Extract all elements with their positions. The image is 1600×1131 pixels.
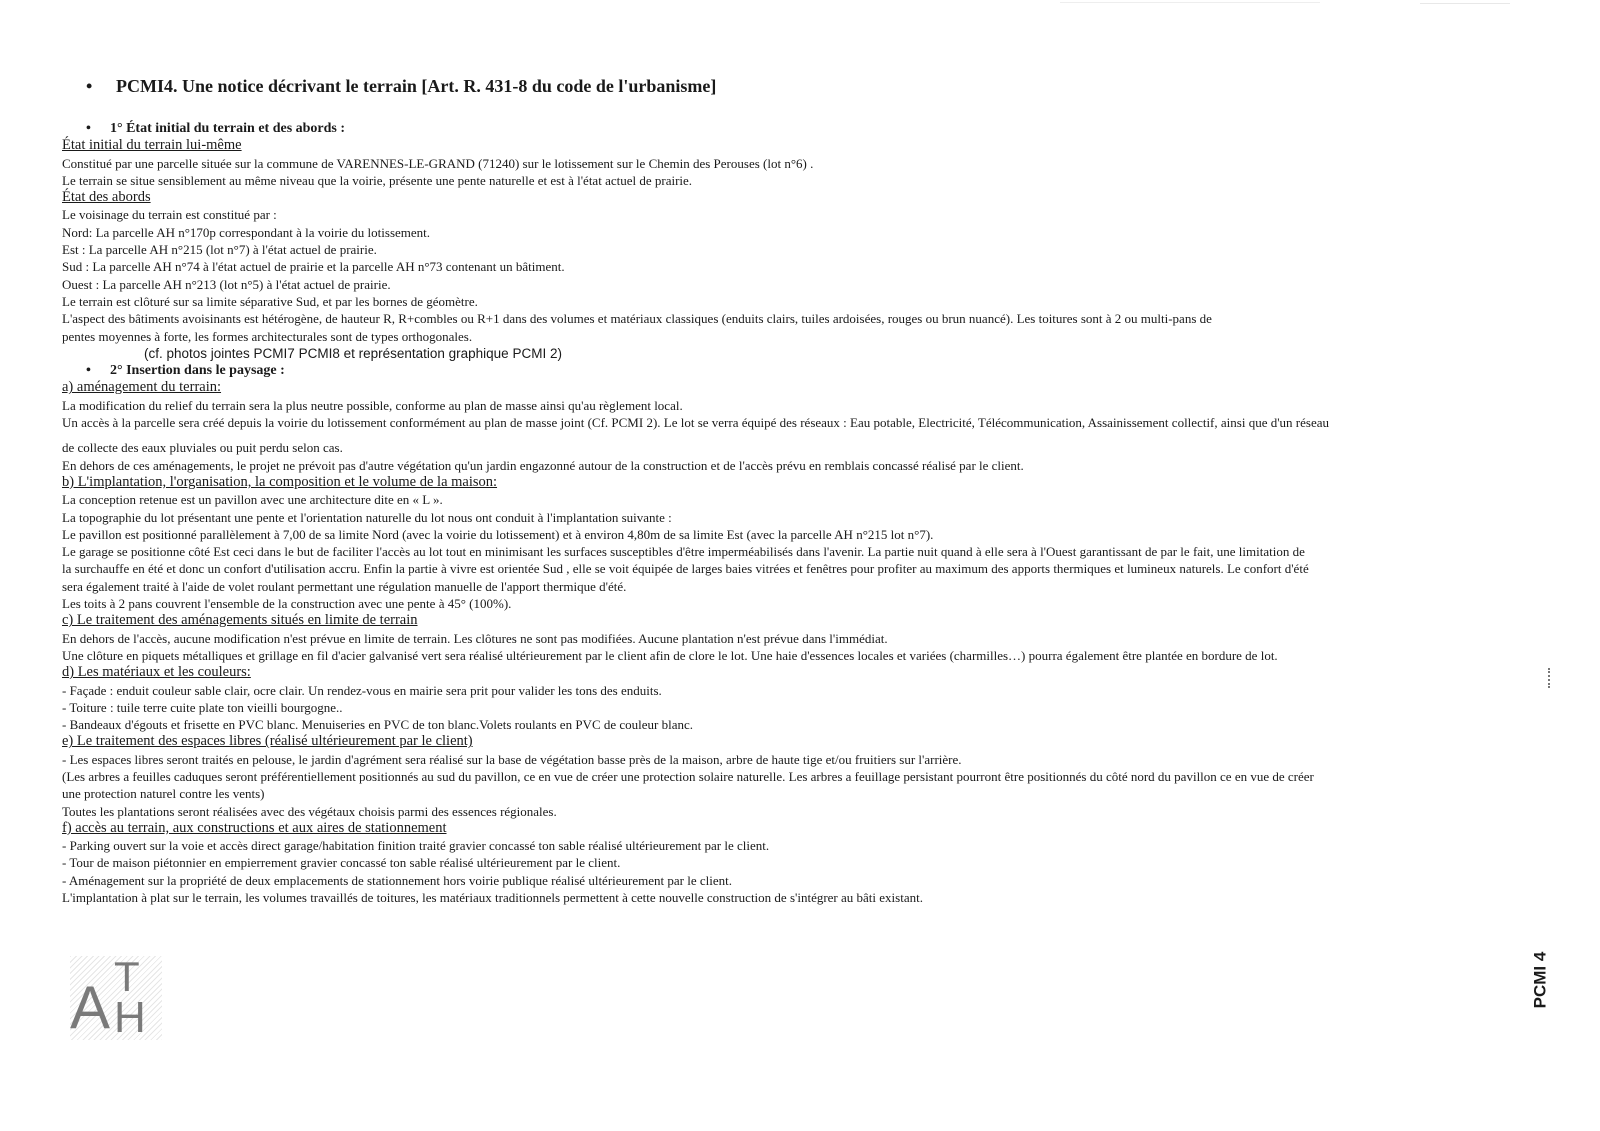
paragraph-line: Le garage se positionne côté Est ceci dans le but de faciliter l'accès au lot tout en minimisant les surfaces susceptibles d'être imperméabilisés dans l'avenir. La partie nuit quand à elle sera à l'Ouest garantissant de par le fait, une limitation de bbox=[62, 544, 1305, 560]
ath-logo bbox=[70, 953, 162, 1042]
paragraph-line: Toutes les plantations seront réalisées avec des végétaux choisis parmi des essences régionales. bbox=[62, 803, 557, 819]
document-title-text: PCMI4. Une notice décrivant le terrain [Art. R. 431-8 du code de l'urbanisme] bbox=[116, 76, 717, 96]
paragraph-line: Est : La parcelle AH n°215 (lot n°7) à l'état actuel de prairie. bbox=[62, 242, 377, 258]
subsection-title: b) L'implantation, l'organisation, la composition et le volume de la maison: bbox=[62, 473, 498, 490]
paragraph-line: Nord: La parcelle AH n°170p correspondant à la voirie du lotissement. bbox=[62, 224, 431, 240]
paragraph-line: la surchauffe en été et donc un confort d'utilisation accru. Enfin la partie à vivre est orientée Sud , elle se voit équipée de larges baies vitrées et fenêtres pour profiter au maximum des apports thermiques et lumineux naturels. Le confort d'été bbox=[62, 561, 1309, 577]
paragraph-line: Ouest : La parcelle AH n°213 (lot n°5) à l'état actuel de prairie. bbox=[62, 276, 391, 292]
paragraph-line: Le voisinage du terrain est constitué par : bbox=[62, 207, 277, 223]
bullet-icon: • bbox=[86, 363, 91, 379]
photo-note: (cf. photos jointes PCMI7 PCMI8 et représentation graphique PCMI 2) bbox=[144, 345, 562, 361]
paragraph-line: Constitué par une parcelle située sur la commune de VARENNES-LE-GRAND (71240) sur le lotissement sur le Chemin des Perouses (lot n°6) . bbox=[62, 155, 814, 171]
paragraph-line: La topographie du lot présentant une pente et l'orientation naturelle du lot nous ont conduit à l'implantation suivante : bbox=[62, 509, 672, 525]
paragraph-line: - Aménagement sur la propriété de deux emplacements de stationnement hors voirie publique réalisé ultérieurement par le client. bbox=[62, 872, 732, 888]
subsection-title: c) Le traitement des aménagements situés en limite de terrain bbox=[62, 612, 418, 629]
document-title bbox=[86, 76, 716, 97]
paragraph-line: - Toiture : tuile terre cuite plate ton vieilli bourgogne.. bbox=[62, 699, 343, 715]
subsection-title: e) Le traitement des espaces libres (réalisé ultérieurement par le client) bbox=[62, 733, 473, 750]
paragraph-line: L'implantation à plat sur le terrain, les volumes travaillés de toitures, les matériaux traditionnels permettent à cette nouvelle construction de s'intégrer au bâti existant. bbox=[62, 890, 923, 906]
paragraph-line: Le terrain est clôturé sur sa limite séparative Sud, et par les bornes de géomètre. bbox=[62, 293, 478, 309]
paragraph-line: (Les arbres a feuilles caduques seront préférentiellement positionnés au sud du pavillon, ce en vue de créer une protection solaire naturelle. Les arbres a feuillage persistant pourront être positionnés du côté nord du pavillon ce en vue de créer bbox=[62, 768, 1314, 784]
paragraph-line: une protection naturel contre les vents) bbox=[62, 786, 265, 802]
spacer bbox=[62, 431, 1522, 439]
paragraph-line: Le pavillon est positionné parallèlement à 7,00 de sa limite Nord (avec la voirie du lotissement) et à environ 4,80m de sa limite Est (avec la parcelle AH n°215 lot n°7). bbox=[62, 526, 934, 542]
paragraph-line: pentes moyennes à forte, les formes architecturales sont de types orthogonales. bbox=[62, 328, 473, 344]
section-heading-text: 1° État initial du terrain et des abords : bbox=[110, 121, 346, 136]
section-heading bbox=[62, 120, 1522, 137]
paragraph-line: Le terrain se situe sensiblement au même niveau que la voirie, présente une pente naturelle et est à l'état actuel de prairie. bbox=[62, 172, 693, 188]
paragraph-line: - Tour de maison piétonnier en empierrement gravier concassé ton sable réalisé ultérieurement par le client. bbox=[62, 855, 621, 871]
subsection-title: d) Les matériaux et les couleurs: bbox=[62, 664, 251, 681]
subsection-title: f) accès au terrain, aux constructions et aux aires de stationnement bbox=[62, 819, 447, 836]
section-heading bbox=[62, 362, 1522, 379]
paragraph-line: sera également traité à l'aide de volet roulant permettant une régulation manuelle de l'apport thermique d'été. bbox=[62, 578, 627, 594]
paragraph-line: Une clôture en piquets métalliques et grillage en fil d'acier galvanisé vert sera réalisé ultérieurement par le client afin de clore le lot. Une haie d'essences locales et variées (charmilles…) pourra également être plantée en bordure de lot. bbox=[62, 647, 1278, 663]
logo-letter-a: A bbox=[70, 974, 111, 1041]
paragraph-line: - Façade : enduit couleur sable clair, ocre clair. Un rendez-vous en mairie sera prit pour valider les tons des enduits. bbox=[62, 682, 662, 698]
paragraph-line: L'aspect des bâtiments avoisinants est hétérogène, de hauteur R, R+combles ou R+1 dans des volumes et matériaux classiques (enduits clairs, tuiles ardoisées, rouges ou brun nuancé). Les toitures sont à 2 ou multi-pans de bbox=[62, 311, 1212, 327]
section-heading-text: 2° Insertion dans le paysage : bbox=[110, 363, 285, 379]
scan-artifact-line bbox=[1420, 3, 1510, 4]
paragraph-line: Sud : La parcelle AH n°74 à l'état actuel de prairie et la parcelle AH n°73 contenant un bâtiment. bbox=[62, 259, 565, 275]
paragraph-line: La conception retenue est un pavillon avec une architecture dite en « L ». bbox=[62, 492, 443, 508]
scan-artifact-mark bbox=[1548, 668, 1552, 688]
logo-letter-t: T bbox=[114, 953, 140, 1000]
paragraph-line: La modification du relief du terrain sera la plus neutre possible, conforme au plan de masse ainsi qu'au règlement local. bbox=[62, 397, 683, 413]
paragraph-line: Les toits à 2 pans couvrent l'ensemble de la construction avec une pente à 45° (100%). bbox=[62, 596, 512, 612]
bullet-icon: • bbox=[86, 121, 91, 136]
side-page-label bbox=[1528, 940, 1552, 1020]
subsection-title: État initial du terrain lui-même bbox=[62, 137, 242, 154]
paragraph-line: En dehors de ces aménagements, le projet ne prévoit pas d'autre végétation qu'un jardin engazonné autour de la construction et de l'accès prévu en remblais concassé réalisé par le client. bbox=[62, 457, 1024, 473]
paragraph-line: - Parking ouvert sur la voie et accès direct garage/habitation finition traité gravier concassé ton sable réalisé ultérieurement par le client. bbox=[62, 838, 770, 854]
logo-letter-h: H bbox=[114, 993, 146, 1042]
paragraph-line: - Bandeaux d'égouts et frisette en PVC blanc. Menuiseries en PVC de ton blanc.Volets roulants en PVC de couleur blanc. bbox=[62, 717, 694, 733]
paragraph-line: Un accès à la parcelle sera créé depuis la voirie du lotissement conformément au plan de masse joint (Cf. PCMI 2). Le lot se verra équipé des réseaux : Eau potable, Electricité, Télécommunication, Assainissement collectif, ainsi que d'un réseau bbox=[62, 415, 1329, 431]
paragraph-line: de collecte des eaux pluviales ou puit perdu selon cas. bbox=[62, 440, 343, 456]
bullet-icon: • bbox=[86, 76, 93, 96]
paragraph-line: En dehors de l'accès, aucune modification n'est prévue en limite de terrain. Les clôtures ne sont pas modifiées. Aucune plantation n'est prévue dans l'immédiat. bbox=[62, 630, 888, 646]
subsection-title: État des abords bbox=[62, 189, 151, 206]
subsection-title: a) aménagement du terrain: bbox=[62, 379, 222, 396]
side-page-label-text: PCMI 4 bbox=[1530, 951, 1549, 1009]
scan-artifact-line bbox=[1060, 2, 1320, 3]
document-body bbox=[62, 120, 1522, 906]
paragraph-line: - Les espaces libres seront traités en pelouse, le jardin d'agrément sera réalisé sur la base de végétation basse près de la maison, arbre de haute tige et/ou fruitiers sur l'arrière. bbox=[62, 751, 962, 767]
